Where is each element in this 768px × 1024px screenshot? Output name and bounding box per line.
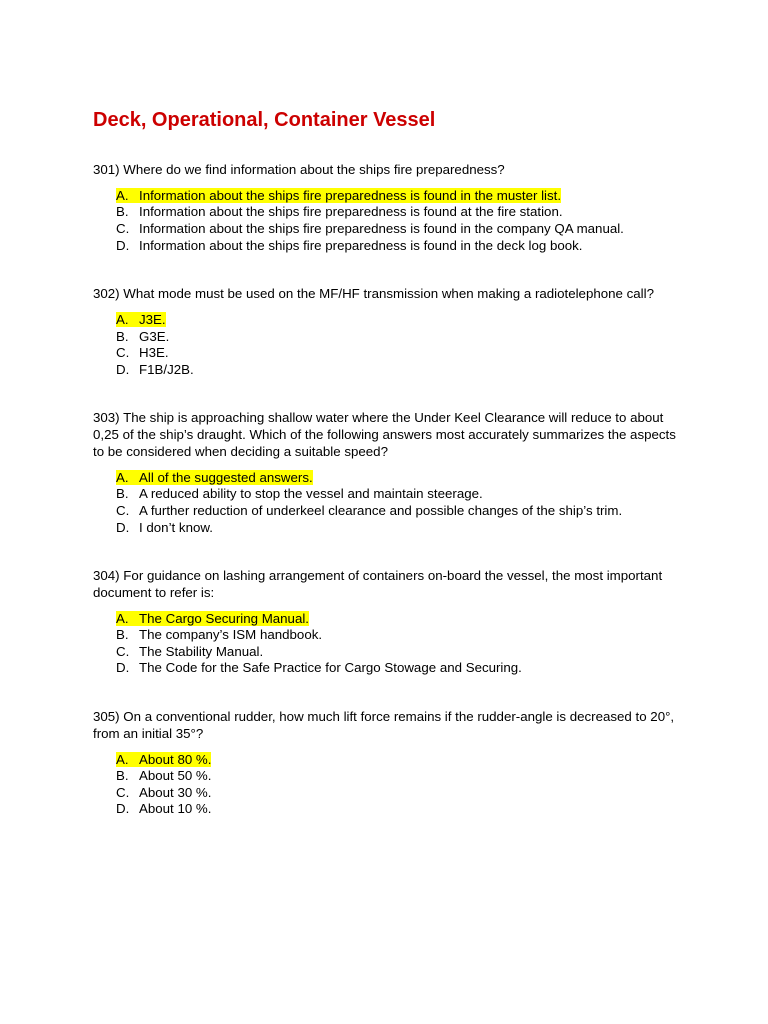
answer-highlight — [116, 312, 166, 327]
answer-a — [116, 752, 678, 769]
answer-b — [116, 204, 678, 221]
answer-letter: C. — [116, 220, 130, 236]
answer-letter: B. — [116, 486, 129, 502]
answer-text: The Code for the Safe Practice for Cargo Stowage and Securing. — [139, 660, 522, 676]
answer-c — [116, 644, 678, 661]
answer-letter: A. — [116, 751, 129, 767]
answer-a — [116, 312, 678, 329]
answer-list — [93, 611, 678, 677]
answer-list — [93, 470, 678, 536]
answer-a — [116, 188, 678, 205]
answer-highlight — [116, 503, 622, 518]
answer-letter: D. — [116, 519, 130, 535]
answer-d — [116, 238, 678, 255]
answer-letter: D. — [116, 660, 130, 676]
answer-letter: D. — [116, 801, 130, 817]
answer-text: About 30 %. — [139, 784, 212, 800]
answer-highlight — [116, 188, 561, 203]
answer-text: I don’t know. — [139, 519, 213, 535]
answer-highlight — [116, 238, 583, 253]
answer-highlight — [116, 204, 563, 219]
answer-b — [116, 486, 678, 503]
question-301 — [93, 162, 678, 254]
answer-list — [93, 752, 678, 818]
document-title: Deck, Operational, Container Vessel — [93, 109, 436, 131]
answer-text: All of the suggested answers. — [139, 469, 313, 485]
answer-letter: A. — [116, 187, 129, 203]
answer-highlight — [116, 520, 213, 535]
question-text: 301) Where do we find information about the ships fire preparedness? — [93, 162, 505, 177]
answer-letter: C. — [116, 643, 130, 659]
answer-c — [116, 503, 678, 520]
answer-letter: B. — [116, 768, 129, 784]
answer-text: A reduced ability to stop the vessel and maintain steerage. — [139, 486, 483, 502]
answer-a — [116, 470, 678, 487]
question-303 — [93, 410, 678, 536]
answer-letter: A. — [116, 469, 129, 485]
answer-c — [116, 345, 678, 362]
answer-d — [116, 660, 678, 677]
question-text: 302) What mode must be used on the MF/HF transmission when making a radiotelephone call? — [93, 286, 654, 302]
answer-text: The Cargo Securing Manual. — [139, 610, 309, 626]
answer-highlight — [116, 785, 211, 800]
answer-text: Information about the ships fire preparedness is found in the muster list. — [139, 187, 562, 203]
answer-highlight — [116, 768, 211, 783]
answer-highlight — [116, 221, 624, 236]
question-text: 303) The ship is approaching shallow water where the Under Keel Clearance will reduce to about 0,25 of the ship’s draught. Which of the following answers most accurately summarizes the aspects to be considered when deciding a suitable speed? — [93, 410, 676, 459]
answer-d — [116, 362, 678, 379]
answer-text: Information about the ships fire preparedness is found in the deck log book. — [139, 237, 583, 253]
answer-highlight — [116, 627, 322, 642]
answer-letter: D. — [116, 237, 130, 253]
answer-text: A further reduction of underkeel clearance and possible changes of the ship’s trim. — [139, 502, 623, 518]
answer-text: Information about the ships fire preparedness is found in the company QA manual. — [139, 220, 624, 236]
answer-b — [116, 627, 678, 644]
answer-text: About 10 %. — [139, 801, 212, 817]
answer-text: G3E. — [139, 328, 170, 344]
answer-text: The Stability Manual. — [139, 643, 264, 659]
question-text: 304) For guidance on lashing arrangement of containers on-board the vessel, the most important document to refer is: — [93, 568, 663, 600]
question-text: 305) On a conventional rudder, how much lift force remains if the rudder-angle is decreased to 20°, from an initial 35°? — [93, 709, 675, 741]
answer-highlight — [116, 329, 169, 344]
answer-highlight — [116, 470, 313, 485]
answer-highlight — [116, 611, 309, 626]
answer-letter: A. — [116, 311, 129, 327]
answer-letter: C. — [116, 502, 130, 518]
question-305 — [93, 709, 678, 818]
answer-letter: D. — [116, 361, 130, 377]
question-304 — [93, 568, 678, 677]
answer-text: About 50 %. — [139, 768, 212, 784]
answer-highlight — [116, 801, 211, 816]
answer-c — [116, 221, 678, 238]
answer-letter: B. — [116, 328, 129, 344]
answer-list — [93, 312, 678, 378]
answer-letter: C. — [116, 345, 130, 361]
answer-text: The company’s ISM handbook. — [139, 627, 323, 643]
answer-text: F1B/J2B. — [139, 361, 194, 377]
answer-highlight — [116, 644, 263, 659]
answer-a — [116, 611, 678, 628]
answer-d — [116, 520, 678, 537]
answer-text: About 80 %. — [139, 751, 212, 767]
answer-highlight — [116, 752, 211, 767]
answer-letter: A. — [116, 610, 129, 626]
answer-b — [116, 329, 678, 346]
answer-c — [116, 785, 678, 802]
answer-b — [116, 768, 678, 785]
answer-letter: C. — [116, 784, 130, 800]
question-302 — [93, 286, 678, 378]
answer-highlight — [116, 486, 483, 501]
answer-letter: B. — [116, 627, 129, 643]
answer-highlight — [116, 362, 194, 377]
answer-text: Information about the ships fire preparedness is found at the fire station. — [139, 204, 563, 220]
answer-text: H3E. — [139, 345, 169, 361]
answer-text: J3E. — [139, 311, 166, 327]
answer-highlight — [116, 345, 169, 360]
answer-highlight — [116, 660, 522, 675]
answer-d — [116, 801, 678, 818]
answer-list — [93, 188, 678, 254]
answer-letter: B. — [116, 204, 129, 220]
